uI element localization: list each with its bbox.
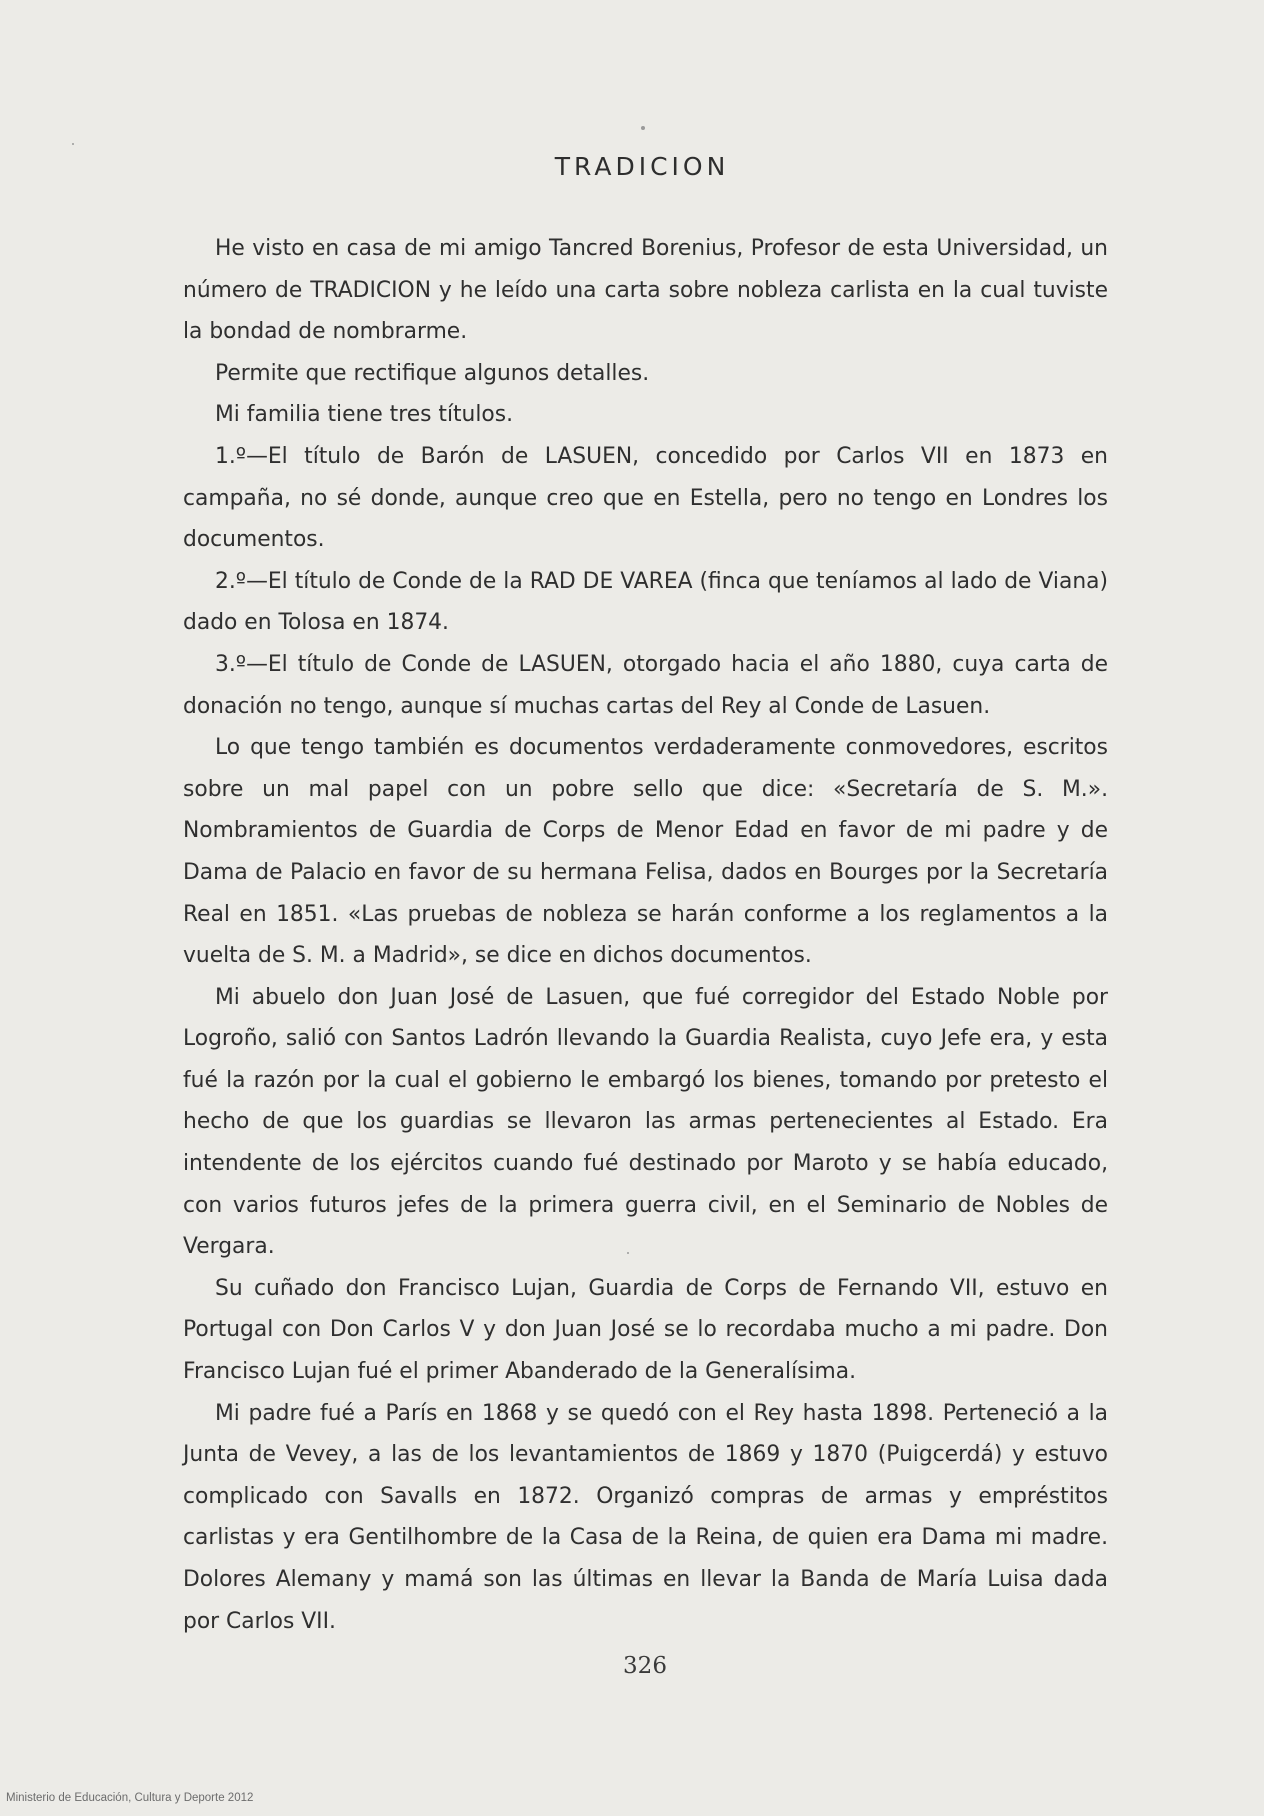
paragraph: He visto en casa de mi amigo Tancred Borenius, Profesor de esta Universidad, un número de TRADICION y he leído una carta sobre nobleza carlista en la cual tuviste la bondad de nombrarme. [183, 236, 1108, 345]
paragraph: Mi padre fué a París en 1868 y se quedó con el Rey hasta 1898. Perteneció a la Junta de Vevey, a las de los levantamientos de 1869 y 1870 (Puigcerdá) y estuvo complicado con Savalls en 1872. Organizó compras de armas y empréstitos carlistas y era Gentilhombre de la Casa de la Reina, de quien era Dama mi madre. Dolores Alemany y mamá son las últimas en llevar la Banda de María Luisa dada por Carlos VII. [183, 1400, 1108, 1634]
paragraph: Su cuñado don Francisco Lujan, Guardia de Corps de Fernando VII, estuvo en Portugal con Don Carlos V y don Juan José se lo recordaba mucho a mi padre. Don Francisco Lujan fué el primer Abanderado de la Generalísima. [183, 1275, 1108, 1385]
page-title: TRADICION [554, 152, 730, 181]
paragraph: 2.º—El título de Conde de la RAD DE VAREA (finca que teníamos al lado de Viana) dado en Tolosa en 1874. [183, 568, 1108, 636]
paper-speck [627, 1252, 629, 1254]
paragraph: Permite que rectifique algunos detalles. [215, 360, 650, 386]
paragraph: Lo que tengo también es documentos verdaderamente conmovedores, escritos sobre un mal papel con un pobre sello que dice: «Secretaría de S. M.». Nombramientos de Guardia de Corps de Menor Edad en favor de mi padre y de Dama de Palacio en favor de su hermana Felisa, dados en Bourges por la Secretaría Real en 1851. «Las pruebas de nobleza se harán conforme a los reglamentos a la vuelta de S. M. a Madrid», se dice en dichos documentos. [183, 735, 1108, 969]
paragraph: 1.º—El título de Barón de LASUEN, concedido por Carlos VII en 1873 en campaña, no sé donde, aunque creo que en Estella, pero no tengo en Londres los documentos. [183, 443, 1108, 553]
page-number: 326 [623, 1653, 667, 1679]
letter-body [183, 228, 1108, 1642]
paragraph: Mi abuelo don Juan José de Lasuen, que fué corregidor del Estado Noble por Logroño, salió con Santos Ladrón llevando la Guardia Realista, cuyo Jefe era, y esta fué la razón por la cual el gobierno le embargó los bienes, tomando por pretesto el hecho de que los guardias se llevaron las armas pertenecientes al Estado. Era intendente de los ejércitos cuando fué destinado por Maroto y se había educado, con varios futuros jefes de la primera guerra civil, en el Seminario de Nobles de Vergara. [183, 984, 1108, 1260]
paragraph: 3.º—El título de Conde de LASUEN, otorgado hacia el año 1880, cuya carta de donación no tengo, aunque sí muchas cartas del Rey al Conde de Lasuen. [183, 651, 1108, 719]
paper-speck [72, 143, 74, 145]
watermark-text: Ministerio de Educación, Cultura y Deporte 2012 [6, 1792, 254, 1804]
paper-speck [641, 126, 645, 130]
paragraph: Mi familia tiene tres títulos. [215, 402, 514, 428]
